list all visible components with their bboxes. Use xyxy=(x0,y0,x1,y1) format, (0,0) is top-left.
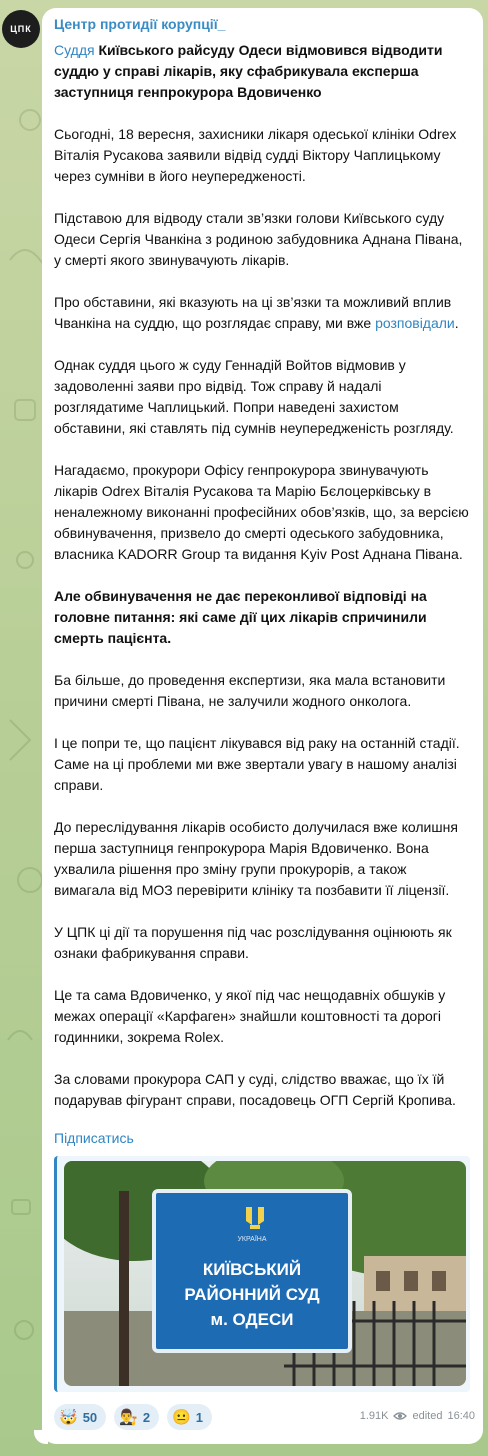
headline-link[interactable]: Суддя xyxy=(54,42,95,58)
paragraph-3-text: Про обставини, які вказують на ці зв’язки та можливий вплив Чванкіна на суддю, що розглядає справу, ми вже xyxy=(54,294,452,331)
told-link[interactable]: розповідали xyxy=(375,315,455,331)
paragraph-4: Однак суддя цього ж суду Геннадій Войтов відмовив у задоволенні заяви про відвід. Тож справу й надалі розглядатиме Чаплицький. Попри наведені захистом обставини, які ставлять під сумнів неупередженість розгляду. xyxy=(54,357,454,436)
paragraph-8: І це попри те, що пацієнт лікувався від раку на останній стадії. Саме на ці проблеми ми вже звертали увагу в нашому аналізі справи. xyxy=(54,735,460,793)
paragraph-11: Це та сама Вдовиченко, у якої під час нещодавніх обшуків у межах операції «Карфаген» знайшли коштовності та дорогі годинники, зокрема Rolex. xyxy=(54,987,446,1045)
paragraph-9: До переслідування лікарів особисто долучилася вже колишня перша заступниця генпрокурора Марія Вдовиченко. Вона ухвалила рішення про зміну групи прокурорів, а також вимагала від МОЗ перевірити клініку та позбавити її ліцензії. xyxy=(54,819,458,898)
reaction-count: 2 xyxy=(142,1409,151,1425)
headline-text: Київського райсуду Одеси відмовився відводити суддю у справі лікарів, яку сфабрикувала експерша заступниця генпрокурора Вдовиченко xyxy=(54,42,443,100)
neutral-face-icon: 😐 xyxy=(172,1409,191,1426)
reaction-exploding-head[interactable] xyxy=(54,1404,106,1430)
paragraph-5: Нагадаємо, прокурори Офісу генпрокурора звинувачують лікарів Odrex Віталія Русакова та Марію Бєлоцерківську в неналежному виконанні професійних обов’язків, що, за версією обвинувачення, призвело до смерті одеського забудовника, власника KADORR Group та видання Kyiv Post Аднана Півана. xyxy=(54,462,469,562)
sign-line-1: УКРАЇНА xyxy=(237,1236,267,1243)
reactions-bar xyxy=(54,1404,212,1430)
paragraph-10: У ЦПК ці дії та порушення під час розслідування оцінюють як ознаки фабрикування справи. xyxy=(54,924,452,961)
message-time: 16:40 xyxy=(447,1410,475,1422)
paragraph-12: За словами прокурора САП у суді, слідство вважає, що їх їй подарував фігурант справи, посадовець ОГП Сергій Кропива. xyxy=(54,1071,456,1108)
reaction-count: 50 xyxy=(82,1409,98,1425)
court-sign-photo[interactable] xyxy=(64,1161,466,1386)
paragraph-1: Сьогодні, 18 вересня, захисники лікаря одеської клініки Odrex Віталія Русакова заявили відвід судді Віктору Чаплицькому через сумніви в його неупередженості. xyxy=(54,126,457,184)
channel-avatar[interactable]: ЦПК xyxy=(2,10,40,48)
subscribe-link[interactable]: Підписатись xyxy=(54,1130,134,1146)
paragraph-7: Ба більше, до проведення експертизи, яка мала встановити причини смерті Півана, не залучили жодного онколога. xyxy=(54,672,446,709)
reaction-judge[interactable] xyxy=(114,1404,159,1430)
link-preview[interactable] xyxy=(54,1156,470,1392)
sign-line-2: КИЇВСЬКИЙ xyxy=(202,1260,302,1279)
judge-icon: 👨‍⚖️ xyxy=(119,1409,138,1426)
paragraph-6: Але обвинувачення не дає переконливої відповіді на головне питання: які саме дії цих лікарів спричинили смерть пацієнта. xyxy=(54,588,427,646)
channel-name[interactable]: Центр протидії корупції_ xyxy=(54,16,226,32)
post-headline xyxy=(54,40,471,103)
sign-line-3: РАЙОННИЙ СУД xyxy=(184,1285,320,1304)
sign-line-4: м. ОДЕСИ xyxy=(210,1310,294,1329)
message-meta xyxy=(360,1410,475,1422)
eye-icon xyxy=(393,1411,407,1421)
views-count: 1.91K xyxy=(359,1410,389,1422)
paragraph-3 xyxy=(54,292,471,334)
edited-label: edited xyxy=(412,1410,443,1422)
paragraph-2: Підставою для відводу стали зв’язки голови Київського суду Одеси Сергія Чванкіна з родиною забудовника Аднана Півана, у смерті якого звинувачують лікарів. xyxy=(54,210,463,268)
exploding-head-icon: 🤯 xyxy=(59,1409,78,1426)
message-bubble xyxy=(42,8,483,1444)
message-footer xyxy=(54,1400,475,1440)
reaction-count: 1 xyxy=(195,1409,203,1425)
paragraph-3-end: . xyxy=(454,315,459,331)
reaction-neutral-face[interactable] xyxy=(167,1404,212,1430)
